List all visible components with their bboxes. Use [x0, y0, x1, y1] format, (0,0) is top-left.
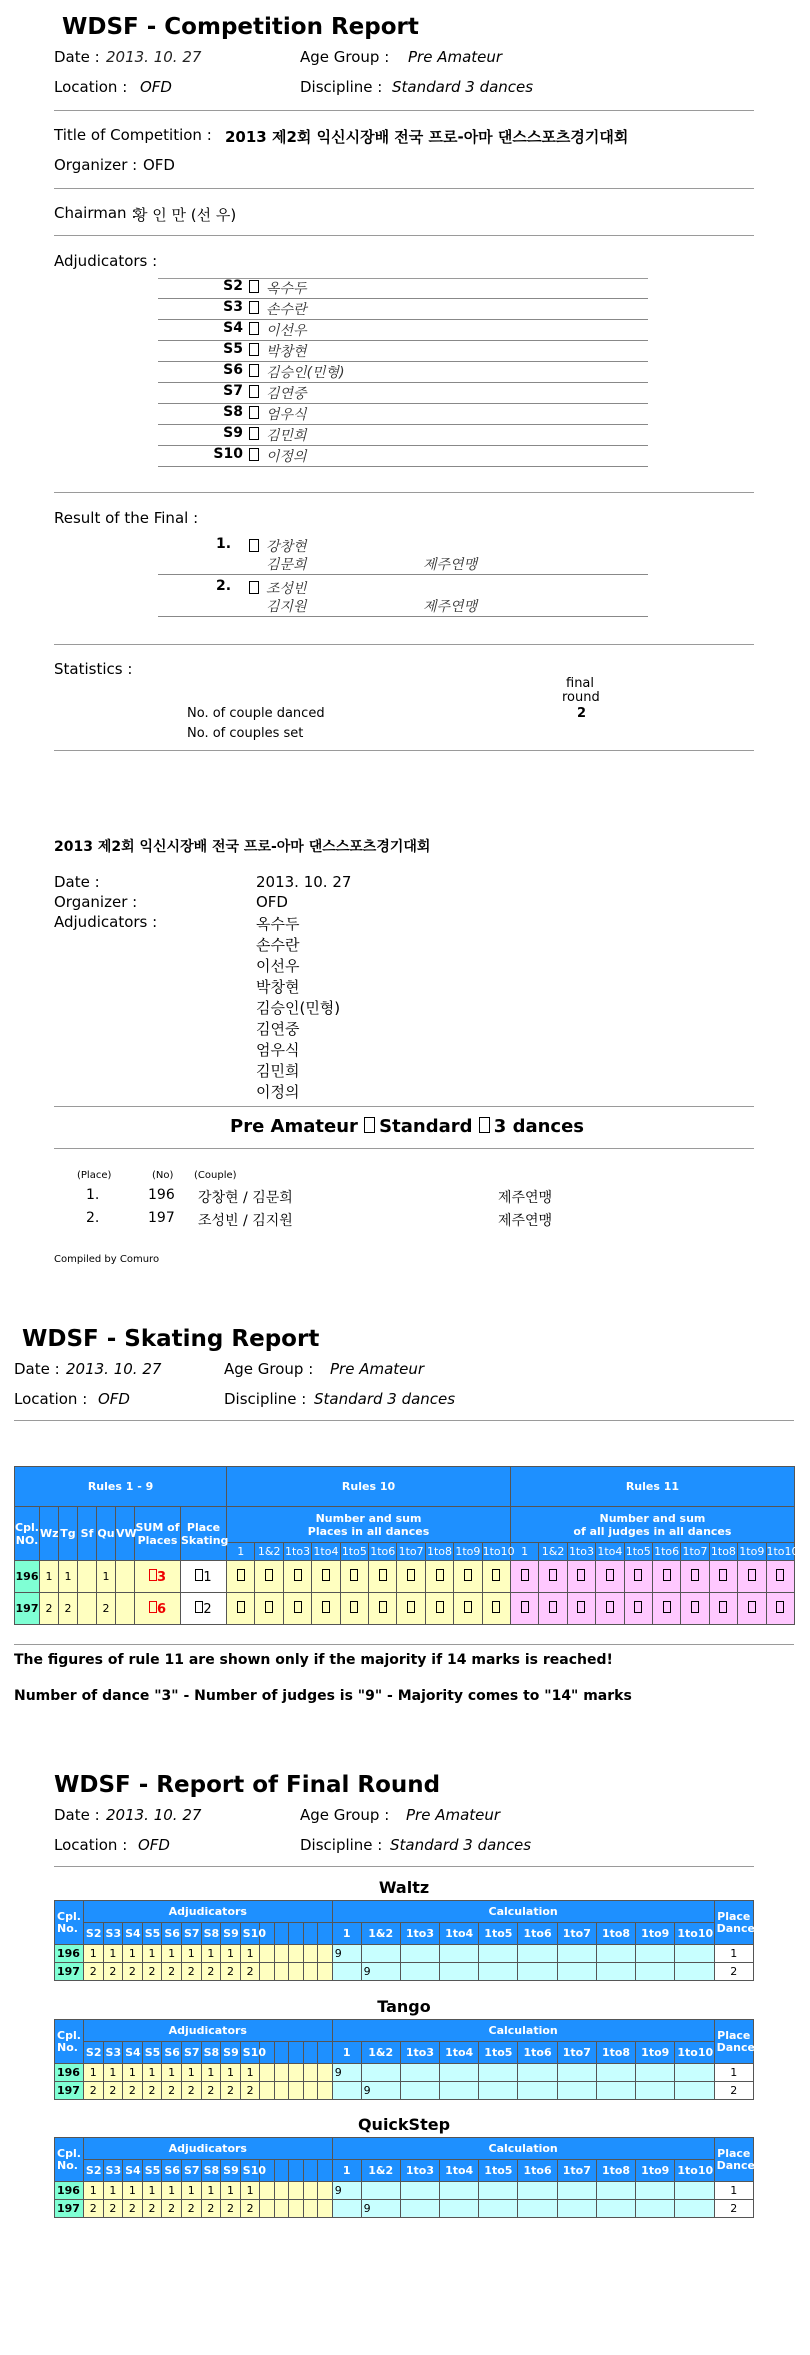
summary-organizer-label: Organizer : — [54, 893, 138, 911]
skating-discipline-label: Discipline : — [224, 1390, 307, 1408]
dance-row: 196 1 1 1 1 1 1 1 1 1 9 1 — [55, 1945, 754, 1963]
result-row: 2. 조성빈 김지원 제주연맹 — [158, 578, 648, 617]
summary-club: 제주연맹 — [498, 1190, 553, 1206]
summary-place: 2. — [86, 1210, 100, 1226]
event-title: Pre Amateur Standard 3 dances — [230, 1116, 585, 1137]
skating-table: Rules 1 - 9 Rules 10 Rules 11 Cpl. NO. Wz Tg Sf Qu VW SUM of Places Place Skating Number and sum Places in all dances Number and sum of all judges in all dances 1 1&2 1to3 1to4 1to5 1to6 1to7 1to8 1to9 1to10 1 1&2 1to3 1to4 1to5 1to6 1to7 1to8 1to9 1to10 196 1 1 1 3 1 197 2 2 2 6 2 — [14, 1466, 795, 1625]
summary-place: 1. — [86, 1187, 100, 1203]
location-value: OFD — [140, 78, 172, 96]
skating-date-label: Date : — [14, 1360, 60, 1378]
summary-adjudicator: 이선우 — [256, 957, 300, 975]
skating-date-value: 2013. 10. 27 — [66, 1360, 162, 1378]
skating-row: 196 1 1 1 3 1 — [15, 1561, 795, 1593]
skating-age-value: Pre Amateur — [330, 1360, 425, 1378]
chairman-value: 황 인 만 (선 우) — [133, 206, 237, 224]
final-date-label: Date : — [54, 1806, 100, 1824]
result-row: 1. 강창현 김문희 제주연맹 — [158, 536, 648, 575]
summary-date-label: Date : — [54, 873, 100, 891]
age-label: Age Group : — [300, 48, 390, 66]
skating-location-value: OFD — [98, 1390, 130, 1408]
statistics-label: Statistics : — [54, 660, 133, 678]
summary-adjudicators-label: Adjudicators : — [54, 913, 158, 931]
final-round-label: final — [566, 676, 595, 691]
summary-no: 197 — [148, 1210, 175, 1226]
skating-row: 197 2 2 2 6 2 — [15, 1593, 795, 1625]
couples-set-label: No. of couples set — [187, 726, 304, 741]
adjudicator-row: S4 이선우 — [158, 320, 648, 341]
report-title: WDSF - Competition Report — [62, 14, 419, 40]
dance-table: Cpl. No. Adjudicators Calculation Place Dance S2 S3 S4 S5 S6 S7 S8 S9 S10 1 1&2 1to3 1to4 1to5 1to6 1to7 1to8 1to9 1to10 196 1 1 1 1 1 1 1 1 1 9 1 197 2 2 2 2 2 2 2 2 2 9 2 — [54, 2019, 754, 2100]
summary-no: 196 — [148, 1187, 175, 1203]
col-couple: (Couple) — [194, 1170, 237, 1181]
summary-adjudicator: 김연중 — [256, 1020, 300, 1038]
dance-table: Cpl. No. Adjudicators Calculation Place Dance S2 S3 S4 S5 S6 S7 S8 S9 S10 1 1&2 1to3 1to4 1to5 1to6 1to7 1to8 1to9 1to10 196 1 1 1 1 1 1 1 1 1 9 1 197 2 2 2 2 2 2 2 2 2 9 2 — [54, 1900, 754, 1981]
final-round-label: round — [562, 690, 600, 705]
final-age-value: Pre Amateur — [406, 1806, 501, 1824]
title-comp-value: 2013 제2회 익신시장배 전국 프로-아마 댄스스포츠경기대회 — [225, 128, 629, 146]
summary-organizer-value: OFD — [256, 893, 288, 911]
col-no: (No) — [152, 1170, 174, 1181]
dance-row: 197 2 2 2 2 2 2 2 2 2 9 2 — [55, 2200, 754, 2218]
couples-danced-label: No. of couple danced — [187, 706, 325, 721]
final-date-value: 2013. 10. 27 — [106, 1806, 202, 1824]
summary-adjudicator: 김민희 — [256, 1062, 300, 1080]
summary-title: 2013 제2회 익신시장배 전국 프로-아마 댄스스포츠경기대회 — [54, 839, 431, 855]
adjudicator-row: S8 엄우식 — [158, 404, 648, 425]
adjudicator-row: S9 김민희 — [158, 425, 648, 446]
dance-title: QuickStep — [357, 2115, 451, 2134]
age-value: Pre Amateur — [408, 48, 503, 66]
summary-adjudicator: 박창현 — [256, 978, 300, 996]
location-label: Location : — [54, 78, 128, 96]
organizer-label: Organizer : — [54, 156, 138, 174]
discipline-label: Discipline : — [300, 78, 383, 96]
col-place: (Place) — [77, 1170, 112, 1181]
final-title: WDSF - Report of Final Round — [54, 1772, 441, 1798]
dance-table: Cpl. No. Adjudicators Calculation Place Dance S2 S3 S4 S5 S6 S7 S8 S9 S10 1 1&2 1to3 1to4 1to5 1to6 1to7 1to8 1to9 1to10 196 1 1 1 1 1 1 1 1 1 9 1 197 2 2 2 2 2 2 2 2 2 9 2 — [54, 2137, 754, 2218]
summary-date-value: 2013. 10. 27 — [256, 873, 352, 891]
adjudicator-row: S3 손수란 — [158, 299, 648, 320]
skating-title: WDSF - Skating Report — [22, 1326, 320, 1352]
dance-row: 197 2 2 2 2 2 2 2 2 2 9 2 — [55, 2082, 754, 2100]
date-label: Date : — [54, 48, 100, 66]
adjudicator-row: S10 이정의 — [158, 446, 648, 467]
final-discipline-value: Standard 3 dances — [390, 1836, 532, 1854]
summary-adjudicator: 옥수두 — [256, 915, 300, 933]
dance-row: 197 2 2 2 2 2 2 2 2 2 9 2 — [55, 1963, 754, 1981]
organizer-value: OFD — [143, 156, 175, 174]
adjudicators-label: Adjudicators : — [54, 252, 158, 270]
dance-title: Waltz — [378, 1878, 430, 1897]
final-age-label: Age Group : — [300, 1806, 390, 1824]
summary-adjudicator: 손수란 — [256, 936, 300, 954]
result-label: Result of the Final : — [54, 509, 199, 527]
summary-adjudicator: 엄우식 — [256, 1041, 300, 1059]
summary-couple: 강창현 / 김문희 — [198, 1190, 293, 1206]
couples-danced-value: 2 — [577, 706, 587, 721]
final-location-label: Location : — [54, 1836, 128, 1854]
dance-title: Tango — [377, 1997, 431, 2016]
dance-row: 196 1 1 1 1 1 1 1 1 1 9 1 — [55, 2064, 754, 2082]
adjudicator-row: S7 김연중 — [158, 383, 648, 404]
summary-couple: 조성빈 / 김지원 — [198, 1213, 293, 1229]
summary-adjudicator: 이정의 — [256, 1083, 300, 1101]
chairman-label: Chairman : — [54, 204, 137, 222]
skating-note: Number of dance "3" - Number of judges is "9" - Majority comes to "14" marks — [14, 1688, 632, 1704]
dance-row: 196 1 1 1 1 1 1 1 1 1 9 1 — [55, 2182, 754, 2200]
date-value: 2013. 10. 27 — [106, 48, 202, 66]
skating-note: The figures of rule 11 are shown only if the majority if 14 marks is reached! — [14, 1652, 613, 1668]
summary-adjudicator: 김승인(민형) — [256, 999, 341, 1017]
skating-location-label: Location : — [14, 1390, 88, 1408]
compiled-by: Compiled by Comuro — [54, 1254, 160, 1265]
adjudicator-row: S5 박창현 — [158, 341, 648, 362]
adjudicator-row: S6 김승인(민형) — [158, 362, 648, 383]
final-discipline-label: Discipline : — [300, 1836, 383, 1854]
summary-club: 제주연맹 — [498, 1213, 553, 1229]
skating-age-label: Age Group : — [224, 1360, 314, 1378]
skating-discipline-value: Standard 3 dances — [314, 1390, 456, 1408]
final-location-value: OFD — [138, 1836, 170, 1854]
discipline-value: Standard 3 dances — [392, 78, 534, 96]
title-comp-label: Title of Competition : — [54, 126, 212, 144]
adjudicator-row: S2 옥수두 — [158, 278, 648, 299]
